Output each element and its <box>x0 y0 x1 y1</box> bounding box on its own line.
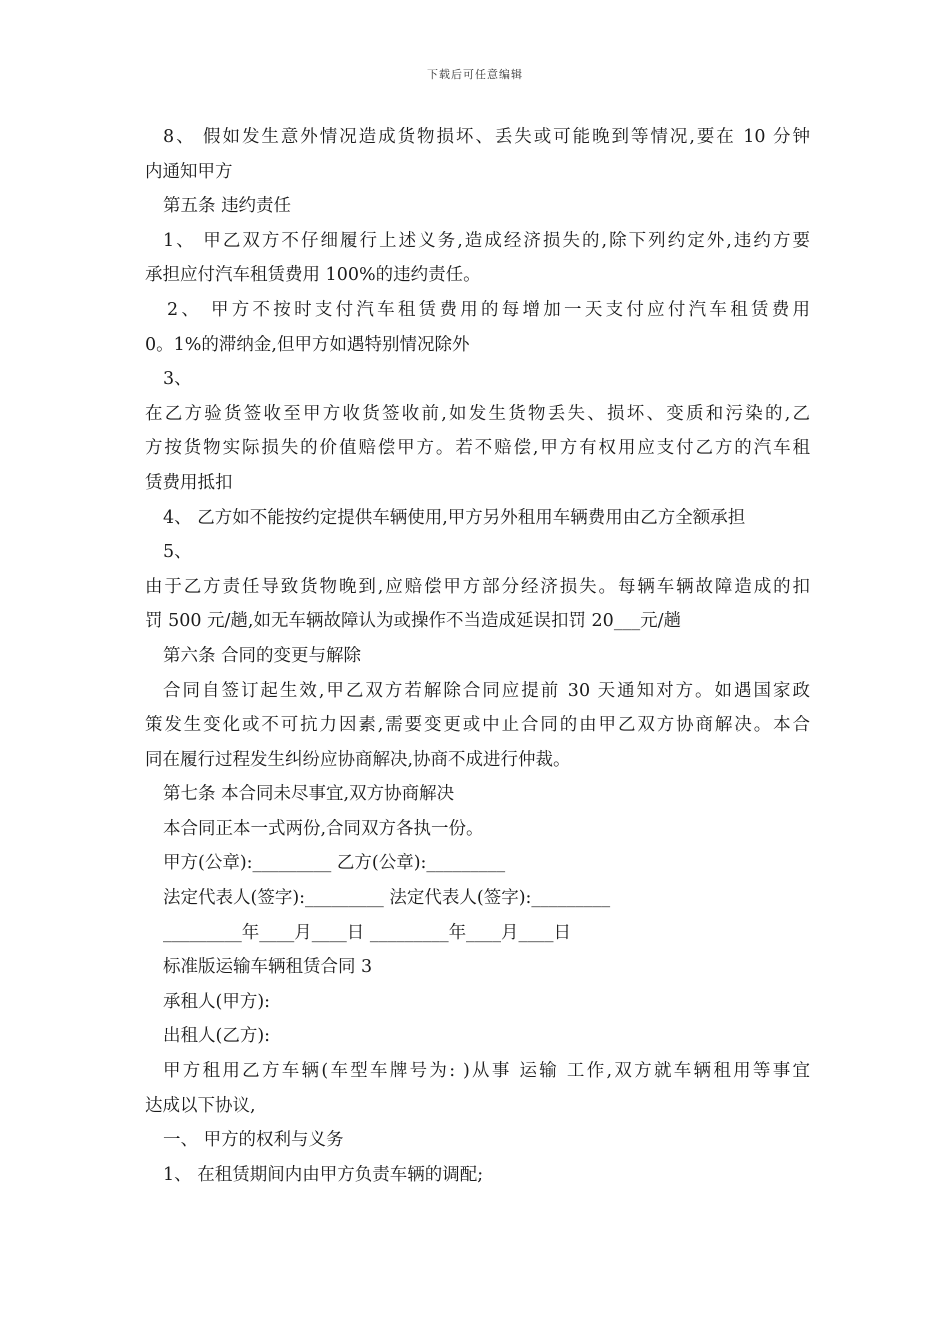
text-line: 第七条 本合同未尽事宜,双方协商解决 <box>163 784 455 805</box>
text-line: 同在履行过程发生纠纷应协商解决,协商不成进行仲裁。 <box>145 749 571 770</box>
text-line: 甲方租用乙方车辆(车型车牌号为: )从事 运输 工作,双方就车辆租用等事宜 <box>163 1061 810 1082</box>
text-line: 1、 在租赁期间内由甲方负责车辆的调配; <box>163 1164 484 1185</box>
text-line: 本合同正本一式两份,合同双方各执一份。 <box>163 818 484 839</box>
text-line: 由于乙方责任导致货物晚到,应赔偿甲方部分经济损失。每辆车辆故障造成的扣 <box>145 576 810 597</box>
text-line: 赁费用抵扣 <box>145 472 233 493</box>
text-line: 第五条 违约责任 <box>163 196 292 217</box>
text-line: 3、 <box>163 369 192 390</box>
text-line: 方按货物实际损失的价值赔偿甲方。若不赔偿,甲方有权用应支付乙方的汽车租 <box>145 438 810 459</box>
text-line: 在乙方验货签收至甲方收货签收前,如发生货物丢失、损坏、变质和污染的,乙 <box>145 403 810 424</box>
text-line: 出租人(乙方): <box>163 1026 271 1047</box>
text-line: 第六条 合同的变更与解除 <box>163 645 362 666</box>
text-line: 法定代表人(签字):_________ 法定代表人(签字):_________ <box>163 888 611 909</box>
page-header: 下载后可任意编辑 <box>427 68 523 81</box>
text-line: 2、 甲方不按时支付汽车租赁费用的每增加一天支付应付汽车租赁费用 <box>167 299 810 320</box>
text-line: 策发生变化或不可抗力因素,需要变更或中止合同的由甲乙双方协商解决。本合 <box>145 715 810 736</box>
text-line: 达成以下协议, <box>145 1095 256 1116</box>
text-line: 5、 <box>163 542 192 563</box>
text-line: 1、 甲乙双方不仔细履行上述义务,造成经济损失的,除下列约定外,违约方要 <box>163 230 810 251</box>
text-line: 8、 假如发生意外情况造成货物损坏、丢失或可能晚到等情况,要在 10 分钟 <box>163 127 810 147</box>
text-line: 标准版运输车辆租赁合同 3 <box>163 957 373 978</box>
text-line: 甲方(公章):_________ 乙方(公章):_________ <box>163 853 506 874</box>
text-line: _________年____月____日 _________年____月____日 <box>163 922 572 943</box>
text-line: 4、 乙方如不能按约定提供车辆使用,甲方另外租用车辆费用由乙方全额承担 <box>163 507 746 528</box>
text-line: 合同自签订起生效,甲乙双方若解除合同应提前 30 天通知对方。如遇国家政 <box>163 680 810 701</box>
text-line: 内通知甲方 <box>145 161 233 182</box>
text-line: 罚 500 元/趟,如无车辆故障认为或操作不当造成延误扣罚 20___元/趟 <box>145 611 681 632</box>
text-line: 承担应付汽车租赁费用 100%的违约责任。 <box>145 265 481 286</box>
document-body <box>145 120 810 1192</box>
text-line: 承租人(甲方): <box>163 991 271 1012</box>
text-line: 一、 甲方的权利与义务 <box>163 1130 344 1151</box>
text-line: 0。1%的滞纳金,但甲方如遇特别情况除外 <box>145 334 470 355</box>
